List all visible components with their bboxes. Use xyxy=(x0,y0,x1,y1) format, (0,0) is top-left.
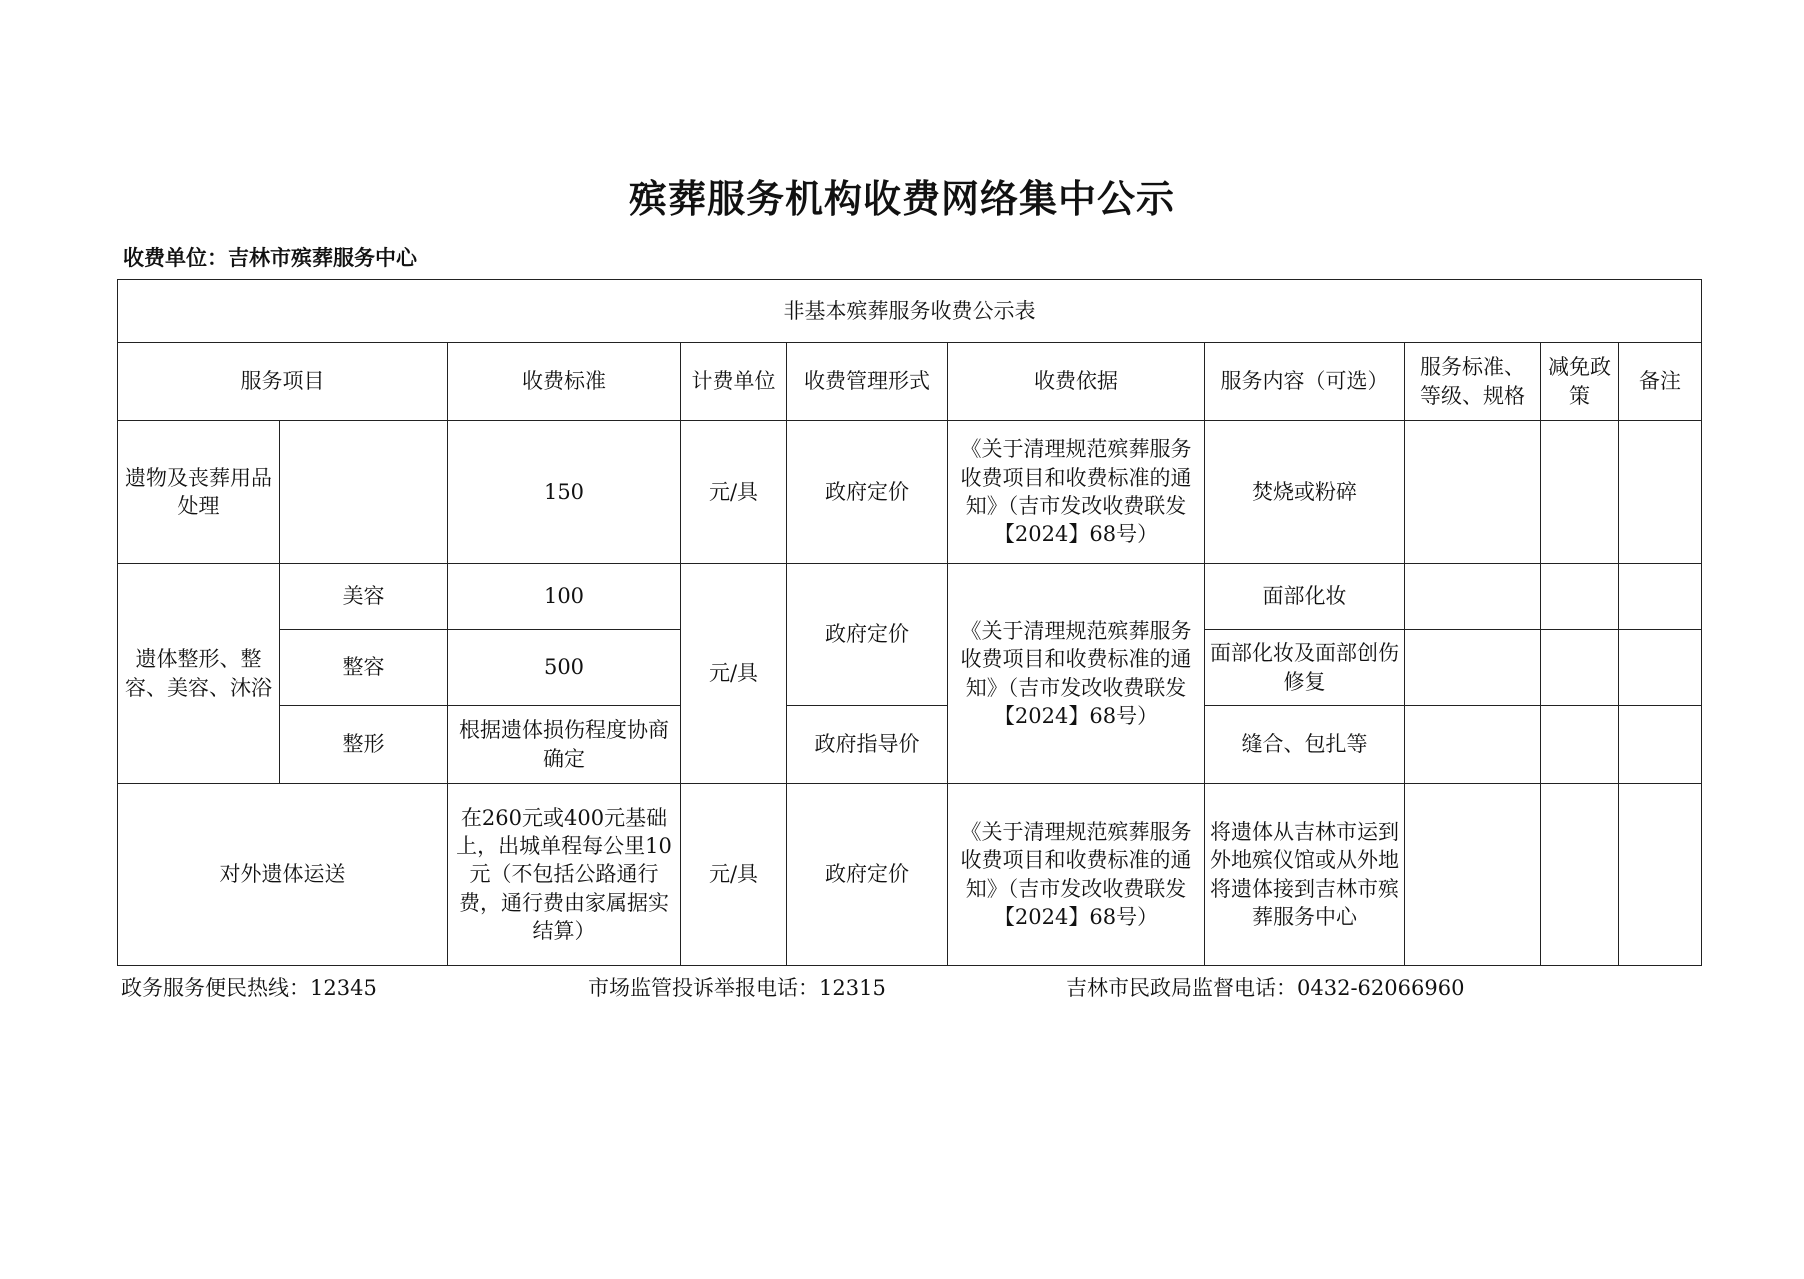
header-fee-standard: 收费标准 xyxy=(448,343,681,421)
cell-unit: 元/具 xyxy=(681,784,787,966)
cell-standard xyxy=(1405,630,1541,706)
table-caption: 非基本殡葬服务收费公示表 xyxy=(118,280,1702,343)
cell-standard xyxy=(1405,706,1541,784)
cell-fee: 500 xyxy=(448,630,681,706)
cell-unit: 元/具 xyxy=(681,421,787,564)
header-service-content: 服务内容（可选） xyxy=(1205,343,1405,421)
cell-remark xyxy=(1619,564,1702,630)
cell-content: 焚烧或粉碎 xyxy=(1205,421,1405,564)
header-reduction-policy: 减免政策 xyxy=(1541,343,1619,421)
cell-policy xyxy=(1541,564,1619,630)
cell-subitem: 美容 xyxy=(280,564,448,630)
footer-hotline: 政务服务便民热线：12345 xyxy=(121,976,377,1000)
cell-fee: 150 xyxy=(448,421,681,564)
cell-item: 遗物及丧葬用品处理 xyxy=(118,421,280,564)
cell-management: 政府定价 xyxy=(787,421,948,564)
header-management-form: 收费管理形式 xyxy=(787,343,948,421)
cell-management: 政府定价 xyxy=(787,564,948,706)
fee-table xyxy=(117,279,1702,966)
header-service-standard: 服务标准、等级、规格 xyxy=(1405,343,1541,421)
table-header-row xyxy=(118,343,1702,421)
cell-standard xyxy=(1405,564,1541,630)
cell-basis: 《关于清理规范殡葬服务收费项目和收费标准的通知》（吉市发改收费联发【2024】68号） xyxy=(948,421,1205,564)
table-row xyxy=(118,421,1702,564)
cell-content: 面部化妆 xyxy=(1205,564,1405,630)
cell-remark xyxy=(1619,784,1702,966)
cell-management: 政府指导价 xyxy=(787,706,948,784)
cell-standard xyxy=(1405,421,1541,564)
page-title: 殡葬服务机构收费网络集中公示 xyxy=(628,177,1175,221)
fee-unit-label: 收费单位：吉林市殡葬服务中心 xyxy=(123,246,417,270)
cell-standard xyxy=(1405,784,1541,966)
cell-policy xyxy=(1541,421,1619,564)
footer-civil-affairs-hotline: 吉林市民政局监督电话：0432-62066960 xyxy=(1066,976,1465,1000)
cell-policy xyxy=(1541,630,1619,706)
cell-content: 面部化妆及面部创伤修复 xyxy=(1205,630,1405,706)
cell-fee: 根据遗体损伤程度协商确定 xyxy=(448,706,681,784)
header-fee-basis: 收费依据 xyxy=(948,343,1205,421)
table-row xyxy=(118,784,1702,966)
cell-fee: 在260元或400元基础上，出城单程每公里10元（不包括公路通行费，通行费由家属据实结算） xyxy=(448,784,681,966)
cell-content: 将遗体从吉林市运到外地殡仪馆或从外地将遗体接到吉林市殡葬服务中心 xyxy=(1205,784,1405,966)
cell-policy xyxy=(1541,784,1619,966)
cell-policy xyxy=(1541,706,1619,784)
cell-subitem: 整形 xyxy=(280,706,448,784)
cell-subitem: 整容 xyxy=(280,630,448,706)
header-remark: 备注 xyxy=(1619,343,1702,421)
cell-management: 政府定价 xyxy=(787,784,948,966)
cell-item: 对外遗体运送 xyxy=(118,784,448,966)
table-row xyxy=(118,564,1702,630)
cell-item: 遗体整形、整容、美容、沐浴 xyxy=(118,564,280,784)
cell-basis: 《关于清理规范殡葬服务收费项目和收费标准的通知》（吉市发改收费联发【2024】68号） xyxy=(948,784,1205,966)
cell-basis: 《关于清理规范殡葬服务收费项目和收费标准的通知》（吉市发改收费联发【2024】68号） xyxy=(948,564,1205,784)
cell-remark xyxy=(1619,421,1702,564)
header-billing-unit: 计费单位 xyxy=(681,343,787,421)
cell-content: 缝合、包扎等 xyxy=(1205,706,1405,784)
cell-remark xyxy=(1619,630,1702,706)
cell-subitem xyxy=(280,421,448,564)
cell-remark xyxy=(1619,706,1702,784)
table-row xyxy=(118,706,1702,784)
header-service-item: 服务项目 xyxy=(118,343,448,421)
cell-fee: 100 xyxy=(448,564,681,630)
footer-market-hotline: 市场监管投诉举报电话：12315 xyxy=(588,976,886,1000)
cell-unit: 元/具 xyxy=(681,564,787,784)
